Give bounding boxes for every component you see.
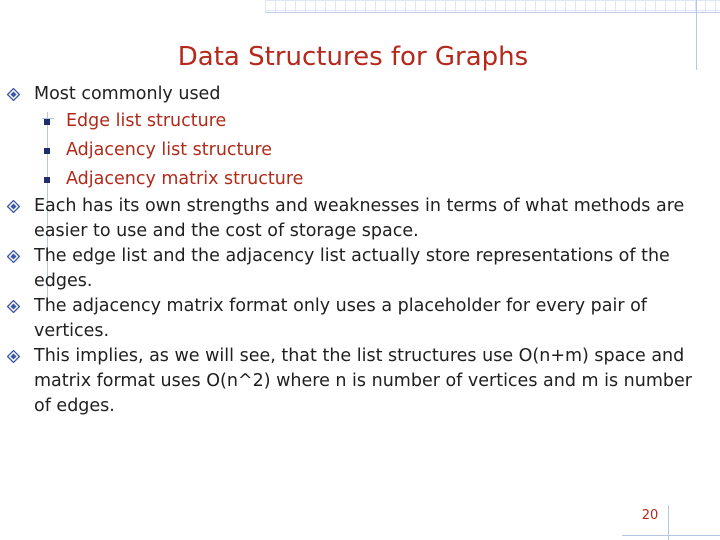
bullet-text: The edge list and the adjacency list actually store representations of the edges. [34, 246, 670, 291]
bullet-item [0, 244, 700, 294]
diamond-bullet-icon [7, 350, 20, 363]
sub-bullet-text: Adjacency list structure [66, 140, 273, 160]
sub-bullet-text: Edge list structure [66, 111, 227, 131]
sub-bullet-item [0, 107, 720, 136]
decorative-grid [265, 0, 720, 13]
sub-bullet-item [0, 136, 720, 165]
sub-bullet-item [0, 165, 720, 194]
bullet-item [0, 194, 700, 244]
square-bullet-icon [44, 177, 50, 183]
square-bullet-icon [44, 119, 50, 125]
diamond-bullet-icon [7, 300, 20, 313]
diamond-bullet-icon [7, 88, 20, 101]
page-number: 20 [641, 508, 659, 523]
decorative-line-bottom [622, 535, 720, 536]
bullet-item [0, 82, 700, 107]
diamond-bullet-icon [7, 200, 20, 213]
slide-title: Data Structures for Graphs [177, 42, 529, 72]
bullet-item [0, 294, 700, 344]
sub-bullet-text: Adjacency matrix structure [66, 169, 304, 189]
square-bullet-icon [44, 148, 50, 154]
diamond-bullet-icon [7, 250, 20, 263]
bullet-text: The adjacency matrix format only uses a placeholder for every pair of vertices. [34, 296, 647, 341]
bullet-item [0, 344, 700, 419]
bullet-text: Most commonly used [34, 84, 221, 104]
bullet-text: Each has its own strengths and weaknesses in terms of what methods are easier to use and the cost of storage space. [34, 196, 685, 241]
bullet-text: This implies, as we will see, that the list structures use O(n+m) space and matrix format uses O(n^2) where n is number of vertices and m is number of edges. [34, 346, 692, 416]
bullet-list [0, 82, 720, 419]
